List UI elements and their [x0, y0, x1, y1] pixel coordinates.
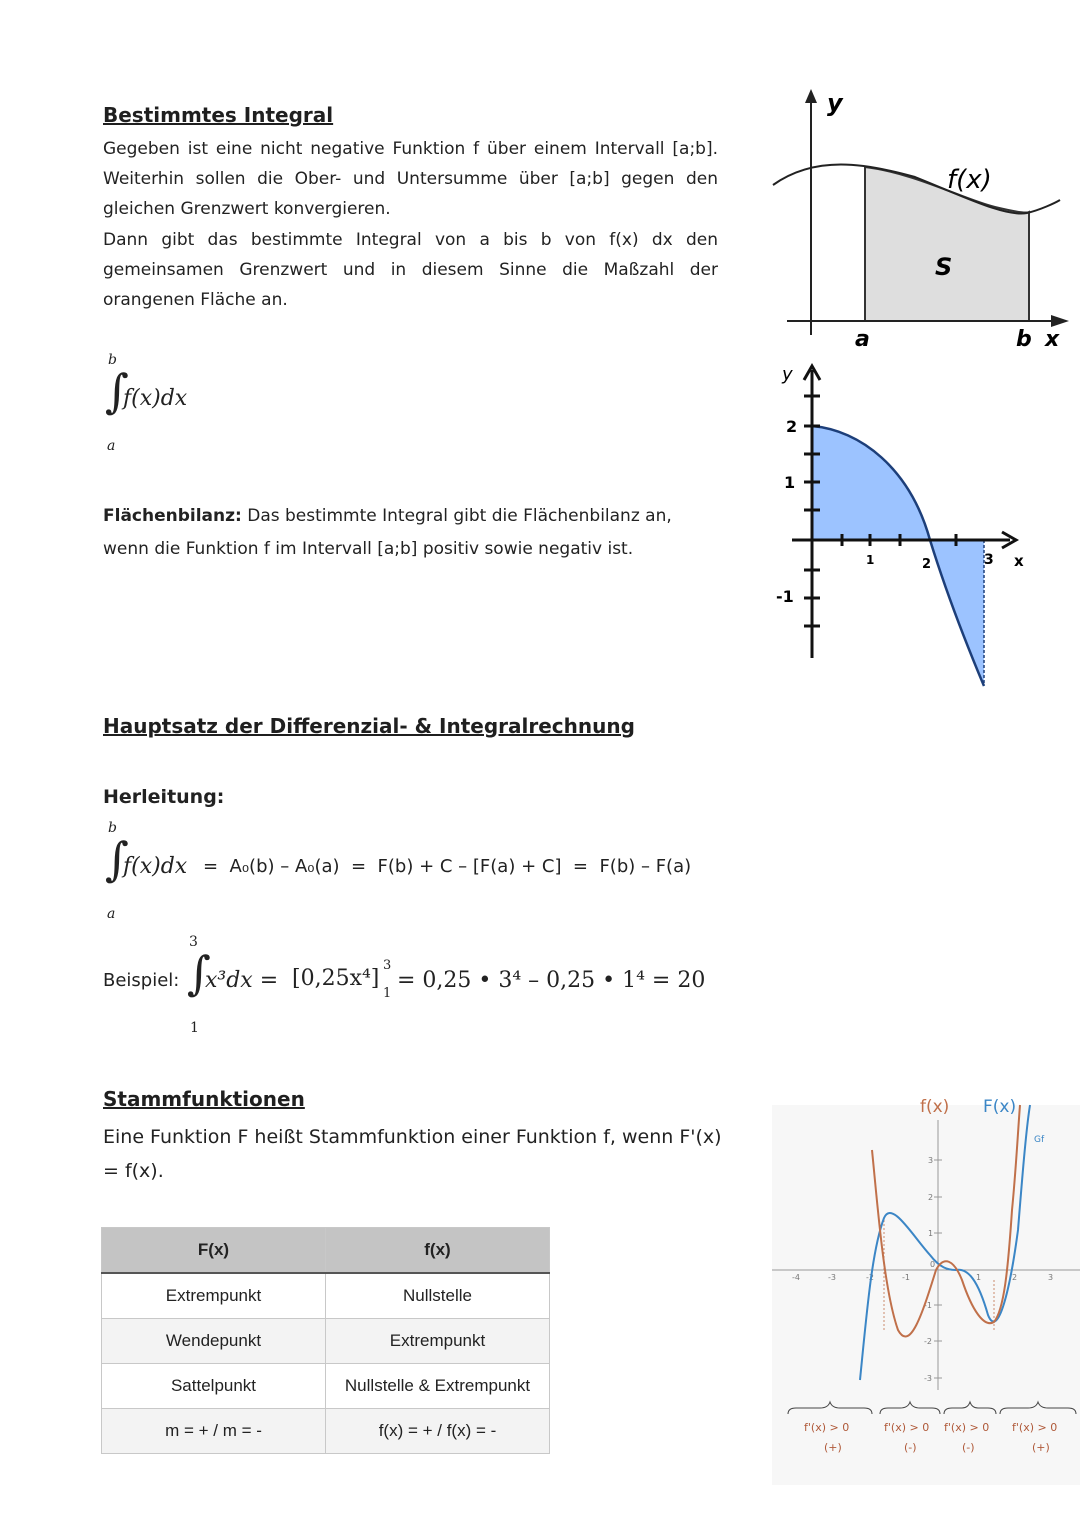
- positive-area: [812, 426, 930, 540]
- bracket-upper: 3: [383, 958, 392, 973]
- fx-label: f(x): [920, 1097, 950, 1117]
- upper-limit: b: [108, 352, 117, 368]
- beispiel-label: Beispiel:: [103, 970, 180, 991]
- y-tick-label-1: 1: [784, 473, 796, 492]
- upper-limit: b: [108, 820, 117, 836]
- interval-label-bottom: (-): [904, 1441, 917, 1454]
- a-label: a: [855, 327, 870, 352]
- table-header: f(x): [326, 1228, 550, 1274]
- y-tick: 0: [930, 1260, 936, 1269]
- flaechenbilanz-text: Das bestimmte Integral gibt die Flächenbilanz an, wenn die Funktion f im Intervall [a;b] positiv sowie negativ ist.: [103, 506, 672, 559]
- table-row: [102, 1364, 550, 1409]
- x-tick-label-3: 3: [984, 552, 994, 568]
- lower-limit: a: [107, 906, 116, 922]
- integral-formula-2: [103, 818, 723, 928]
- Fx-label: F(x): [983, 1097, 1017, 1117]
- table-row: [102, 1319, 550, 1364]
- gf-label: Gf: [1034, 1135, 1045, 1145]
- example-upper-limit: 3: [189, 934, 198, 950]
- table-cell: Extrempunkt: [102, 1273, 326, 1319]
- s-label: S: [935, 253, 953, 281]
- table-row: [102, 1273, 550, 1319]
- example-bracket: [0,25x⁴]: [292, 966, 380, 991]
- x-tick-label-2: 2: [922, 557, 932, 572]
- fx-label: f(x): [947, 165, 992, 195]
- table-cell: Extrempunkt: [326, 1319, 550, 1364]
- interval-label-top: f'(x) > 0: [944, 1421, 990, 1434]
- x-label: x: [1045, 327, 1060, 352]
- interval-label-bottom: (+): [1032, 1441, 1050, 1454]
- x-tick: -1: [902, 1273, 910, 1282]
- paragraph-grenzwert: Dann gibt das bestimmte Integral von a bis b von f(x) dx den gemeinsamen Grenzwert und in diesem Sinne die Maßzahl der orangenen Fläche an.: [103, 230, 718, 310]
- example-result: = 0,25 • 3⁴ – 0,25 • 1⁴ = 20: [397, 968, 706, 993]
- derivation-rest: = A₀(b) – A₀(a) = F(b) + C – [F(a) + C] = F(b) – F(a): [203, 856, 692, 877]
- x-tick-label-1: 1: [866, 553, 875, 567]
- y-arrow-icon: [805, 89, 817, 103]
- flaechenbilanz-label: Flächenbilanz:: [103, 506, 242, 526]
- example-lower-limit: 1: [190, 1020, 199, 1036]
- paragraph-stammfunktion: Eine Funktion F heißt Stammfunktion einer Funktion f, wenn F'(x) = f(x).: [103, 1126, 722, 1182]
- section-title-bestimmtes-integral: Bestimmtes Integral: [103, 103, 334, 127]
- x-tick: 2: [1012, 1273, 1018, 1282]
- herleitung-label: Herleitung:: [103, 786, 225, 808]
- x-tick: -2: [866, 1273, 874, 1282]
- graph-area-under-curve: [765, 85, 1075, 355]
- lower-limit: a: [107, 438, 116, 454]
- y-tick: -2: [924, 1337, 932, 1346]
- y-tick-label-2: 2: [786, 417, 798, 436]
- y-tick: -3: [924, 1374, 932, 1383]
- y-tick-label-neg1: -1: [776, 587, 794, 606]
- example-integral-sign: ∫: [187, 946, 211, 1000]
- table-cell: f(x) = + / f(x) = -: [326, 1409, 550, 1454]
- y-tick: 2: [928, 1193, 934, 1202]
- y-label: y: [782, 364, 793, 385]
- paragraph-definition: Gegeben ist eine nicht negative Funktion f über einem Intervall [a;b]. Weiterhin sollen die Ober- und Untersumme über [a;b] gegen den gleichen Grenzwert konvergieren.: [103, 139, 718, 219]
- table-row: [102, 1409, 550, 1454]
- x-tick: 3: [1048, 1273, 1054, 1282]
- table-cell: Wendepunkt: [102, 1319, 326, 1364]
- section-title-hauptsatz: Hauptsatz der Differenzial- & Integralrechnung: [103, 714, 635, 738]
- x-tick: -4: [792, 1273, 800, 1282]
- table-header-row: [102, 1228, 550, 1274]
- x-label: x: [1014, 552, 1024, 570]
- integral-formula-1: [103, 350, 303, 460]
- relationship-table: [101, 1227, 550, 1454]
- y-tick: -1: [924, 1301, 932, 1310]
- paragraph-flaechenbilanz: [103, 500, 718, 566]
- table-header: F(x): [102, 1228, 326, 1274]
- y-label: y: [827, 89, 843, 117]
- interval-label-bottom: (+): [824, 1441, 842, 1454]
- y-tick: 1: [928, 1229, 934, 1238]
- table-cell: m = + / m = -: [102, 1409, 326, 1454]
- x-arrow-icon: [1051, 315, 1069, 327]
- y-tick: 3: [928, 1156, 934, 1165]
- interval-label-bottom: (-): [962, 1441, 975, 1454]
- graph-flaechenbilanz: [770, 358, 1050, 693]
- example-integrand: x³dx =: [205, 968, 279, 993]
- example-formula: [103, 932, 723, 1042]
- x-tick: 1: [976, 1273, 982, 1282]
- table-cell: Nullstelle & Extrempunkt: [326, 1364, 550, 1409]
- interval-label-top: f'(x) > 0: [1012, 1421, 1058, 1434]
- b-label: b: [1016, 327, 1032, 352]
- table-cell: Nullstelle: [326, 1273, 550, 1319]
- interval-label-top: f'(x) > 0: [804, 1421, 850, 1434]
- x-tick: -3: [828, 1273, 836, 1282]
- bracket-lower: 1: [383, 986, 392, 1001]
- table-cell: Sattelpunkt: [102, 1364, 326, 1409]
- integral-sign: ∫: [105, 364, 129, 418]
- integrand: f(x)dx: [123, 854, 188, 879]
- section-title-stammfunktionen: Stammfunktionen: [103, 1087, 305, 1111]
- integral-sign: ∫: [105, 832, 129, 886]
- interval-label-top: f'(x) > 0: [884, 1421, 930, 1434]
- integrand: f(x)dx: [123, 386, 188, 411]
- graph-f-and-F: [772, 1090, 1080, 1485]
